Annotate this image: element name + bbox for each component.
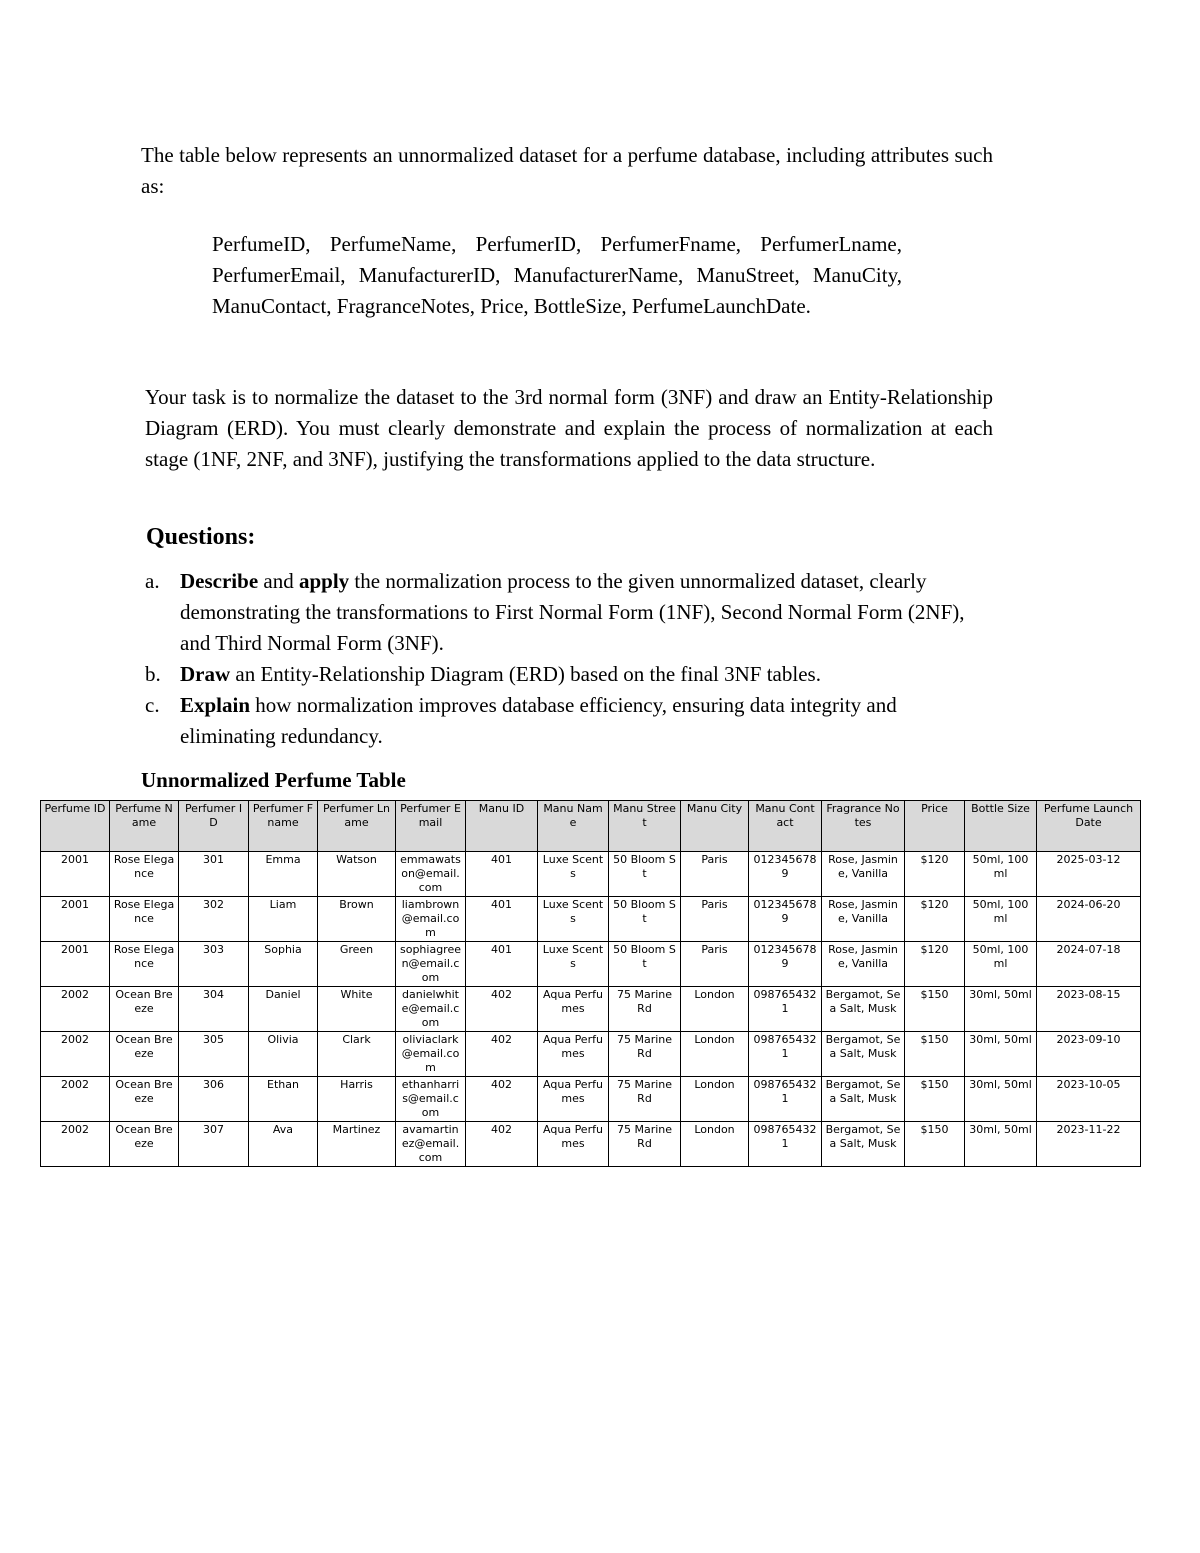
table-cell: Olivia — [249, 1032, 318, 1077]
question-text — [180, 659, 995, 690]
column-header: Bottle Size — [965, 801, 1037, 852]
table-cell: oliviaclark@email.com — [396, 1032, 466, 1077]
table-cell: Sophia — [249, 942, 318, 987]
table-cell: 402 — [466, 1077, 538, 1122]
table-cell: Bergamot, Sea Salt, Musk — [822, 1032, 905, 1077]
table-cell: Luxe Scents — [538, 897, 609, 942]
table-cell: Bergamot, Sea Salt, Musk — [822, 987, 905, 1032]
table-cell: 75 Marine Rd — [609, 1122, 681, 1167]
table-cell: 2023-11-22 — [1037, 1122, 1141, 1167]
table-cell: Rose Elegance — [110, 852, 179, 897]
table-cell: 2001 — [41, 897, 110, 942]
table-cell: Brown — [318, 897, 396, 942]
column-header: Perfumer Fname — [249, 801, 318, 852]
question-letter: b. — [145, 662, 161, 686]
table-cell: Ocean Breeze — [110, 1032, 179, 1077]
table-cell: 75 Marine Rd — [609, 1032, 681, 1077]
table-cell: $150 — [905, 987, 965, 1032]
table-cell: danielwhite@email.com — [396, 987, 466, 1032]
perfume-table — [40, 800, 1141, 1167]
table-cell: Watson — [318, 852, 396, 897]
column-header: Perfumer ID — [179, 801, 249, 852]
column-header: Perfumer Email — [396, 801, 466, 852]
table-cell: 0123456789 — [749, 852, 822, 897]
table-cell: Bergamot, Sea Salt, Musk — [822, 1122, 905, 1167]
column-header: Perfume ID — [41, 801, 110, 852]
table-cell: Emma — [249, 852, 318, 897]
table-cell: 0987654321 — [749, 1122, 822, 1167]
table-cell: 0987654321 — [749, 1077, 822, 1122]
questions-list — [145, 566, 995, 752]
question-keyword: Explain — [180, 693, 251, 717]
table-row — [41, 852, 1141, 897]
table-cell: London — [681, 1122, 749, 1167]
question-body: the normalization process to the given unnormalized dataset, clearly demonstrating the transformations to First Normal Form (1NF), Second Normal Form (2NF), and Third Normal Form (3NF). — [180, 569, 965, 655]
table-cell: 2001 — [41, 942, 110, 987]
table-cell: 401 — [466, 897, 538, 942]
table-cell: 304 — [179, 987, 249, 1032]
table-cell: Harris — [318, 1077, 396, 1122]
table-body — [41, 852, 1141, 1167]
table-cell: 2001 — [41, 852, 110, 897]
column-header: Price — [905, 801, 965, 852]
table-cell: White — [318, 987, 396, 1032]
table-cell: Luxe Scents — [538, 942, 609, 987]
table-header-row — [41, 801, 1141, 852]
table-cell: $150 — [905, 1122, 965, 1167]
table-cell: 2002 — [41, 1122, 110, 1167]
table-cell: $150 — [905, 1077, 965, 1122]
table-row — [41, 1122, 1141, 1167]
table-cell: 50ml, 100ml — [965, 897, 1037, 942]
table-cell: 2002 — [41, 987, 110, 1032]
question-keyword: apply — [298, 569, 350, 593]
column-header: Fragrance Notes — [822, 801, 905, 852]
column-header: Manu Name — [538, 801, 609, 852]
table-cell: 307 — [179, 1122, 249, 1167]
table-cell: London — [681, 987, 749, 1032]
column-header: Perfumer Lname — [318, 801, 396, 852]
table-cell: $150 — [905, 1032, 965, 1077]
table-cell: 301 — [179, 852, 249, 897]
column-header: Perfume Name — [110, 801, 179, 852]
table-title: Unnormalized Perfume Table — [141, 768, 406, 792]
table-cell: 0987654321 — [749, 987, 822, 1032]
table-cell: $120 — [905, 852, 965, 897]
table-cell: 302 — [179, 897, 249, 942]
table-cell: 0123456789 — [749, 897, 822, 942]
table-cell: Liam — [249, 897, 318, 942]
table-cell: 2023-08-15 — [1037, 987, 1141, 1032]
table-cell: 402 — [466, 1032, 538, 1077]
question-item-a — [145, 566, 995, 659]
table-cell: Green — [318, 942, 396, 987]
question-body: how normalization improves database efficiency, ensuring data integrity and eliminating redundancy. — [180, 693, 897, 748]
table-cell: 50 Bloom St — [609, 897, 681, 942]
attribute-list: PerfumeID, PerfumeName, PerfumerID, PerfumerFname, PerfumerLname, PerfumerEmail, ManufacturerID, ManufacturerName, ManuStreet, ManuCity, ManuContact, FragranceNotes, Price, BottleSize, PerfumeLaunchDate. — [212, 232, 902, 318]
table-cell: 2023-10-05 — [1037, 1077, 1141, 1122]
table-cell: Paris — [681, 942, 749, 987]
table-row — [41, 987, 1141, 1032]
table-cell: 401 — [466, 942, 538, 987]
table-cell: 401 — [466, 852, 538, 897]
question-body: an Entity-Relationship Diagram (ERD) based on the final 3NF tables. — [230, 662, 821, 686]
table-row — [41, 897, 1141, 942]
column-header: Manu Street — [609, 801, 681, 852]
table-cell: 2025-03-12 — [1037, 852, 1141, 897]
table-cell: sophiagreen@email.com — [396, 942, 466, 987]
table-cell: 50 Bloom St — [609, 942, 681, 987]
table-cell: Rose Elegance — [110, 897, 179, 942]
table-cell: 50ml, 100ml — [965, 942, 1037, 987]
table-cell: 30ml, 50ml — [965, 1077, 1037, 1122]
table-cell: Luxe Scents — [538, 852, 609, 897]
table-cell: ethanharris@email.com — [396, 1077, 466, 1122]
question-item-b — [145, 659, 995, 690]
table-cell: 305 — [179, 1032, 249, 1077]
table-cell: 30ml, 50ml — [965, 987, 1037, 1032]
table-cell: Rose, Jasmine, Vanilla — [822, 897, 905, 942]
table-cell: Paris — [681, 897, 749, 942]
table-cell: $120 — [905, 897, 965, 942]
table-cell: 303 — [179, 942, 249, 987]
table-cell: 50ml, 100ml — [965, 852, 1037, 897]
question-item-c — [145, 690, 995, 752]
table-cell: 2002 — [41, 1077, 110, 1122]
column-header: Manu ID — [466, 801, 538, 852]
column-header: Perfume Launch Date — [1037, 801, 1141, 852]
table-cell: Aqua Perfumes — [538, 1032, 609, 1077]
question-letter: a. — [145, 569, 160, 593]
question-keyword: Draw — [180, 662, 231, 686]
table-cell: 75 Marine Rd — [609, 1077, 681, 1122]
table-cell: Bergamot, Sea Salt, Musk — [822, 1077, 905, 1122]
table-cell: liambrown@email.com — [396, 897, 466, 942]
table-cell: Ethan — [249, 1077, 318, 1122]
table-cell: $120 — [905, 942, 965, 987]
table-cell: 306 — [179, 1077, 249, 1122]
table-cell: Rose, Jasmine, Vanilla — [822, 942, 905, 987]
table-cell: Ocean Breeze — [110, 1122, 179, 1167]
table-row — [41, 1032, 1141, 1077]
question-keyword: Describe — [180, 569, 259, 593]
table-cell: Aqua Perfumes — [538, 1077, 609, 1122]
table-cell: Ava — [249, 1122, 318, 1167]
table-cell: 0987654321 — [749, 1032, 822, 1077]
table-row — [41, 1077, 1141, 1122]
table-cell: emmawatson@email.com — [396, 852, 466, 897]
question-letter: c. — [145, 693, 160, 717]
table-cell: 30ml, 50ml — [965, 1032, 1037, 1077]
table-cell: Ocean Breeze — [110, 987, 179, 1032]
question-text — [180, 690, 995, 752]
intro-paragraph: The table below represents an unnormalized dataset for a perfume database, including attributes such as: — [141, 143, 993, 198]
table-cell: Daniel — [249, 987, 318, 1032]
table-cell: 0123456789 — [749, 942, 822, 987]
table-cell: 2002 — [41, 1032, 110, 1077]
questions-heading: Questions: — [146, 524, 256, 550]
table-cell: Rose, Jasmine, Vanilla — [822, 852, 905, 897]
column-header: Manu City — [681, 801, 749, 852]
table-cell: Paris — [681, 852, 749, 897]
question-text — [180, 566, 995, 659]
table-cell: 75 Marine Rd — [609, 987, 681, 1032]
table-cell: London — [681, 1077, 749, 1122]
table-cell: 30ml, 50ml — [965, 1122, 1037, 1167]
table-cell: Martinez — [318, 1122, 396, 1167]
task-paragraph: Your task is to normalize the dataset to the 3rd normal form (3NF) and draw an Entity-Relationship Diagram (ERD). You must clearly demonstrate and explain the process of normalization at each stage (1NF, 2NF, and 3NF), justifying the transformations applied to the data structure. — [145, 385, 993, 471]
table-cell: 2024-07-18 — [1037, 942, 1141, 987]
table-cell: London — [681, 1032, 749, 1077]
column-header: Manu Contact — [749, 801, 822, 852]
table-cell: Aqua Perfumes — [538, 1122, 609, 1167]
table-cell: 50 Bloom St — [609, 852, 681, 897]
table-cell: 402 — [466, 1122, 538, 1167]
table-cell: Ocean Breeze — [110, 1077, 179, 1122]
table-cell: avamartinez@email.com — [396, 1122, 466, 1167]
table-cell: Clark — [318, 1032, 396, 1077]
table-cell: 2024-06-20 — [1037, 897, 1141, 942]
table-cell: Aqua Perfumes — [538, 987, 609, 1032]
table-cell: 2023-09-10 — [1037, 1032, 1141, 1077]
table-cell: Rose Elegance — [110, 942, 179, 987]
table-row — [41, 942, 1141, 987]
table-cell: 402 — [466, 987, 538, 1032]
question-connector: and — [258, 569, 299, 593]
